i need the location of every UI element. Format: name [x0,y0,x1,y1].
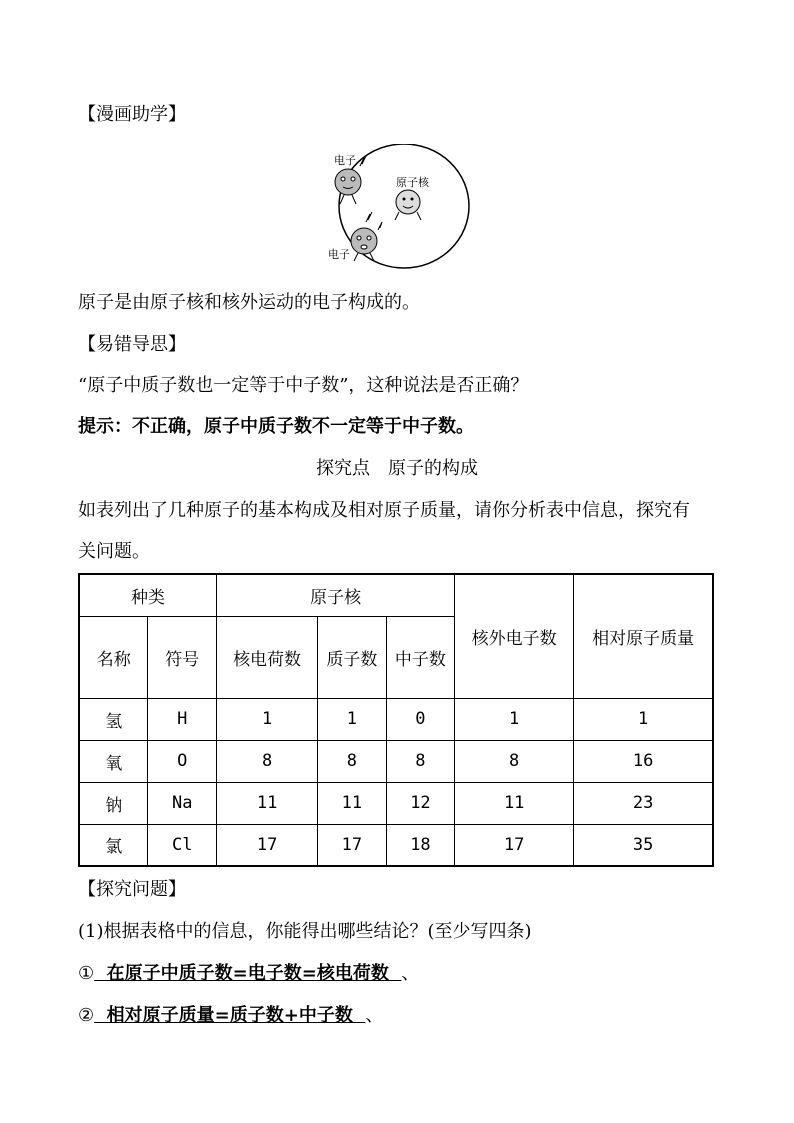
th-kind: 种类 [79,574,216,616]
cell-charge: 17 [216,824,317,866]
cell-protons: 1 [318,698,387,740]
cell-name: 氢 [79,698,148,740]
cell-neutrons: 12 [386,782,455,824]
cell-neutrons: 0 [386,698,455,740]
cell-mass: 1 [574,698,713,740]
topic-title: 探究点 原子的构成 [316,458,478,479]
cell-symbol: H [148,698,217,740]
cell-mass: 35 [574,824,713,866]
cell-charge: 11 [216,782,317,824]
cell-protons: 8 [318,740,387,782]
section-explore: 【探究问题】 [78,879,186,900]
label-nucleus: 原子核 [396,176,429,189]
answer-2 [78,1004,383,1028]
th-nucleus: 原子核 [216,574,454,616]
cell-electrons: 17 [455,824,574,866]
cell-protons: 11 [318,782,387,824]
th-protons: 质子数 [318,616,387,698]
label-electron-top: 电子 [334,154,356,167]
answer-1-text: 在原子中质子数=电子数=核电荷数 [94,963,402,984]
question-1: (1)根据表格中的信息，你能得出哪些结论？(至少写四条) [78,921,532,942]
cell-name: 钠 [79,782,148,824]
table-row [79,698,713,740]
cell-mass: 16 [574,740,713,782]
hint-line [78,415,474,439]
cell-charge: 8 [216,740,317,782]
section-comic: 【漫画助学】 [78,104,186,125]
th-electrons: 核外电子数 [455,574,574,698]
answer-1-tail: 、 [401,963,420,984]
answer-2-text: 相对原子质量=质子数+中子数 [94,1005,366,1026]
answer-1-number: ① [78,963,95,984]
answer-1 [78,962,419,986]
cell-name: 氯 [79,824,148,866]
misconception-question: “原子中质子数也一定等于中子数”，这种说法是否正确？ [78,375,529,396]
th-charge: 核电荷数 [216,616,317,698]
nucleus-figure [395,190,421,220]
hint-label: 提示： [78,416,132,437]
th-mass: 相对原子质量 [574,574,713,698]
cell-electrons: 8 [455,740,574,782]
th-name: 名称 [79,616,148,698]
hint-body: 不正确，原子中质子数不一定等于中子数。 [132,416,474,437]
atom-illustration [322,144,472,274]
cell-symbol: O [148,740,217,782]
cell-mass: 23 [574,782,713,824]
table-row [79,782,713,824]
cell-neutrons: 8 [386,740,455,782]
section-misconception: 【易错导思】 [78,334,186,355]
electron-figure-bottom [351,212,382,261]
atom-table [78,573,714,867]
table-row [79,824,713,866]
cell-name: 氧 [79,740,148,782]
cell-protons: 17 [318,824,387,866]
th-symbol: 符号 [148,616,217,698]
cell-neutrons: 18 [386,824,455,866]
answer-2-tail: 、 [365,1005,384,1026]
cell-charge: 1 [216,698,317,740]
label-electron-bottom: 电子 [328,248,350,261]
cell-symbol: Na [148,782,217,824]
answer-2-number: ② [78,1005,95,1026]
atom-statement: 原子是由原子核和核外运动的电子构成的。 [78,292,420,313]
intro-line-2: 关问题。 [78,541,150,562]
cell-symbol: Cl [148,824,217,866]
th-neutrons: 中子数 [386,616,455,698]
table-row [79,740,713,782]
cell-electrons: 11 [455,782,574,824]
intro-line-1: 如表列出了几种原子的基本构成及相对原子质量，请你分析表中信息，探究有 [78,500,690,521]
cell-electrons: 1 [455,698,574,740]
